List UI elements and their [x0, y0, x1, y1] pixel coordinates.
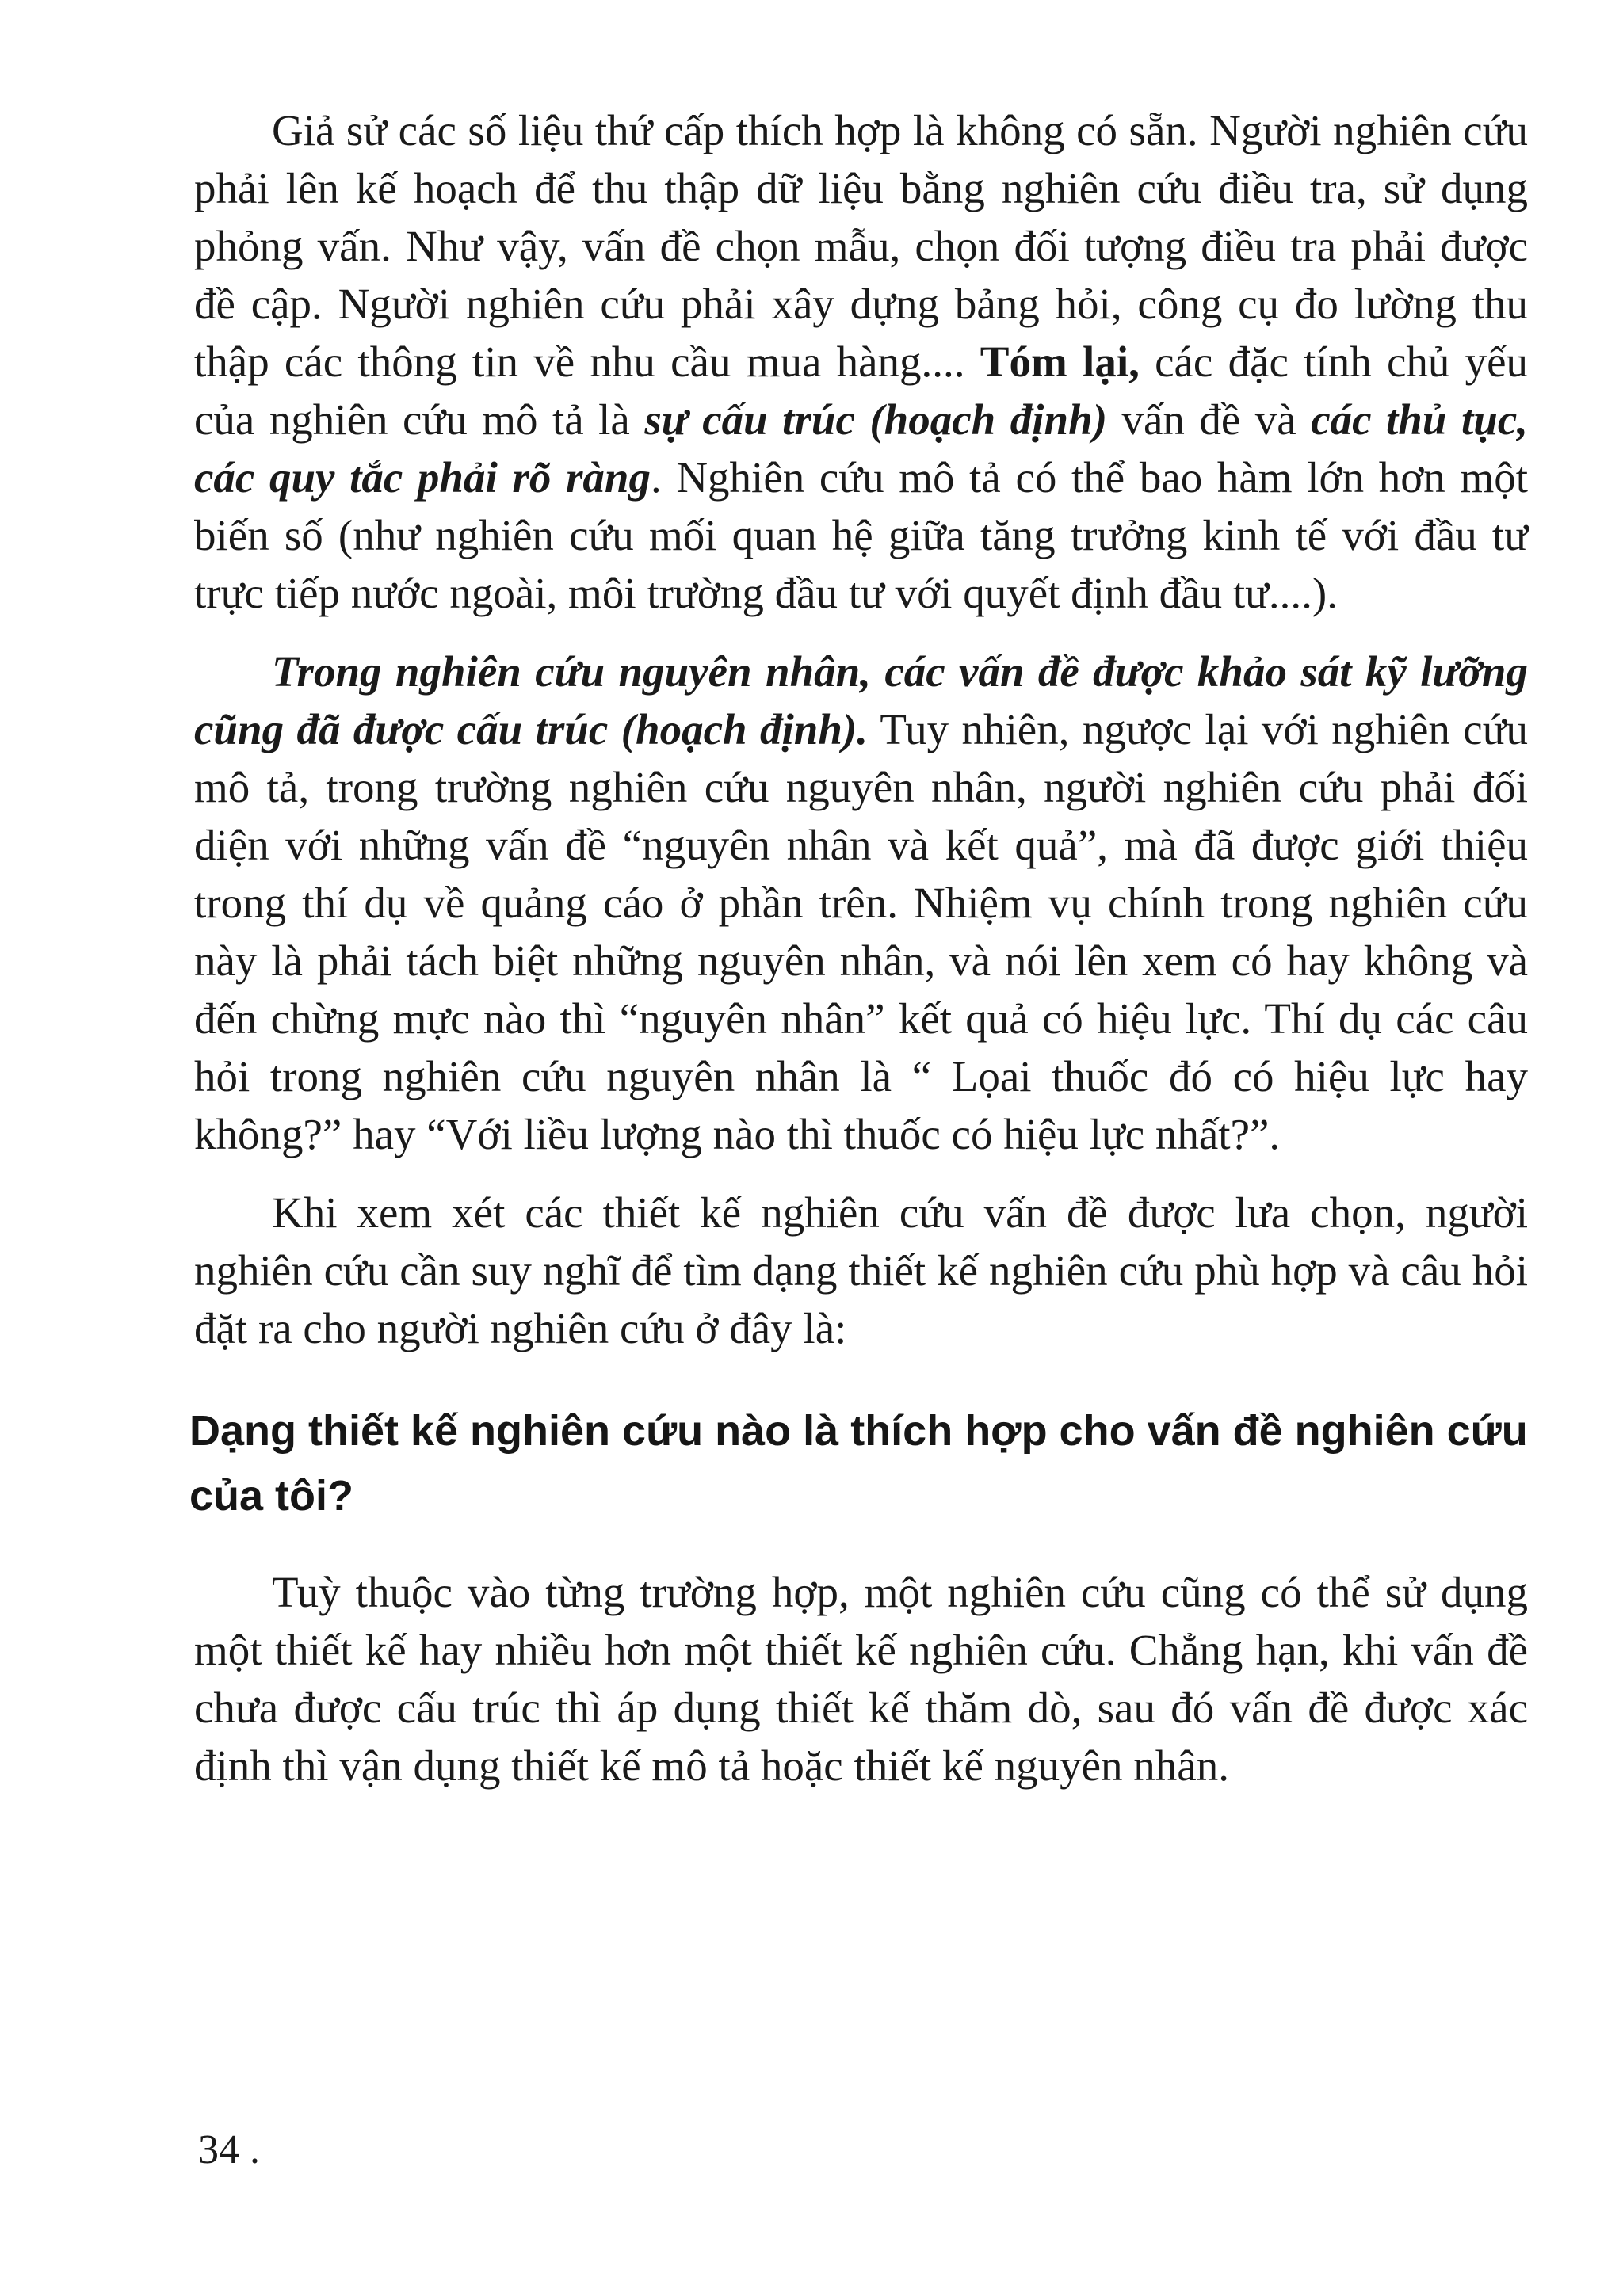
p1-text-e: vấn đề và: [1107, 395, 1312, 444]
p2-emphasis-causal: Trong nghiên cứu nguyên nhân, các vấn đề được khảo sát kỹ lưỡng cũng đã được cấu trúc (hoạch định).: [194, 647, 1528, 753]
p1-emphasis-structure: sự cấu trúc (hoạch định): [644, 395, 1108, 444]
page-number: 34 .: [198, 2127, 260, 2172]
paragraph-combined-designs: Tuỳ thuộc vào từng trường hợp, một nghiên cứu cũng có thể sử dụng một thiết kế hay nhiều hơn một thiết kế nghiên cứu. Chẳng hạn, khi vấn đề chưa được cấu trúc thì áp dụng thiết kế thăm dò, sau đó vấn đề được xác định thì vận dụng thiết kế mô tả hoặc thiết kế nguyên nhân.: [194, 1568, 1528, 1790]
paragraph-design-choice: Khi xem xét các thiết kế nghiên cứu vấn đề được lưa chọn, người nghiên cứu cần suy nghĩ để tìm dạng thiết kế nghiên cứu phù hợp và câu hỏi đặt ra cho người nghiên cứu ở đây là:: [194, 1188, 1528, 1352]
section-heading: Dạng thiết kế nghiên cứu nào là thích hợp cho vấn đề nghiên cứu của tôi?: [189, 1407, 1528, 1520]
p1-text-g: . Nghiên cứu mô tả có thể bao hàm lớn hơn một biến số (như nghiên cứu mối quan hệ giữa tăng trưởng kinh tế với đầu tư trực tiếp nước ngoài, môi trường đầu tư với quyết định đầu tư....).: [194, 453, 1528, 617]
p2-text-b: Tuy nhiên, ngược lại với nghiên cứu mô tả, trong trường nghiên cứu nguyên nhân, người nghiên cứu phải đối diện với những vấn đề “nguyên nhân và kết quả”, mà đã được giới thiệu trong thí dụ về quảng cáo ở phần trên. Nhiệm vụ chính trong nghiên cứu này là phải tách biệt những nguyên nhân, và nói lên xem có hay không và đến chừng mực nào thì “nguyên nhân” kết quả có hiệu lực. Thí dụ các câu hỏi trong nghiên cứu nguyên nhân là “ Lọai thuốc đó có hiệu lực hay không?” hay “Với liều lượng nào thì thuốc có hiệu lực nhất?”.: [194, 705, 1529, 1158]
p1-summary-label: Tóm lại,: [980, 338, 1140, 386]
paragraph-descriptive-research: [194, 101, 1528, 622]
paragraph-causal-research: [194, 643, 1528, 1163]
p1-text-c: các đặc tính chủ yếu của nghiên cứu mô tả là: [194, 338, 1529, 444]
p1-emphasis-rules: các thủ tục, các quy tắc phải rõ ràng: [194, 395, 1529, 502]
p1-text-a: Giả sử các số liệu thứ cấp thích hợp là không có sẵn. Người nghiên cứu phải lên kế hoạch để thu thập dữ liệu bằng nghiên cứu điều tra, sử dụng phỏng vấn. Như vậy, vấn đề chọn mẫu, chọn đối tượng điều tra phải được đề cập. Người nghiên cứu phải xây dựng bảng hỏi, công cụ đo lường thu thập các thông tin về nhu cầu mua hàng....: [194, 106, 1528, 386]
